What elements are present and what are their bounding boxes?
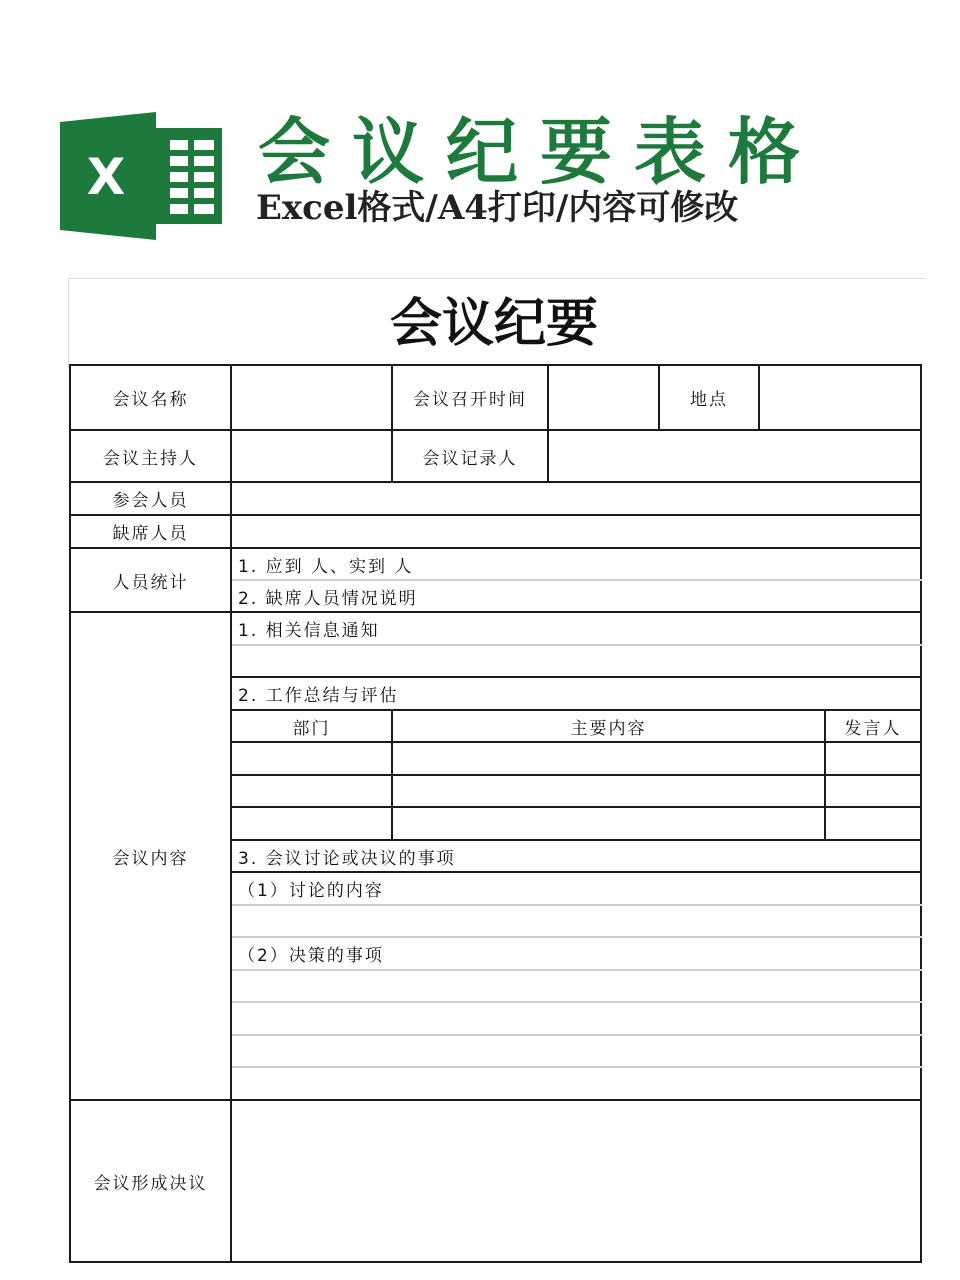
- column-header-speaker: 发言人: [825, 710, 921, 742]
- summary-speaker-cell[interactable]: [825, 742, 921, 775]
- column-header-main-content: 主要内容: [392, 710, 825, 742]
- content-notice-blank[interactable]: [231, 645, 921, 677]
- banner-title: 会议纪要表格: [258, 109, 823, 194]
- decision-blank[interactable]: [231, 1035, 921, 1067]
- attendees-label: 参会人员: [70, 482, 231, 515]
- recorder-label: 会议记录人: [392, 430, 548, 482]
- discussion-blank[interactable]: [231, 905, 921, 937]
- content-label: 会议内容: [70, 612, 231, 1100]
- absentees-cell[interactable]: [231, 515, 921, 548]
- meeting-name-cell[interactable]: [231, 365, 392, 430]
- resolution-cell[interactable]: [231, 1100, 921, 1262]
- host-label: 会议主持人: [70, 430, 231, 482]
- sheet-top-gridline: [68, 278, 926, 279]
- meeting-minutes-form: [69, 364, 922, 1263]
- attendees-cell[interactable]: [231, 482, 921, 515]
- column-header-department: 部门: [231, 710, 392, 742]
- absentees-label: 缺席人员: [70, 515, 231, 548]
- summary-department-cell[interactable]: [231, 742, 392, 775]
- document-title: 会议纪要: [389, 294, 598, 354]
- excel-logo-icon: [60, 112, 226, 240]
- location-label: 地点: [659, 365, 759, 430]
- decision-blank[interactable]: [231, 970, 921, 1002]
- meeting-time-label: 会议召开时间: [392, 365, 548, 430]
- svg-text:X: X: [86, 148, 126, 206]
- summary-content-cell[interactable]: [392, 807, 825, 840]
- content-item-notice[interactable]: 1. 相关信息通知: [231, 612, 921, 645]
- decision-blank[interactable]: [231, 1002, 921, 1035]
- location-cell[interactable]: [759, 365, 921, 430]
- summary-content-cell[interactable]: [392, 742, 825, 775]
- recorder-cell[interactable]: [548, 430, 921, 482]
- decision-blank[interactable]: [231, 1067, 921, 1100]
- banner: [0, 0, 960, 270]
- summary-speaker-cell[interactable]: [825, 807, 921, 840]
- discussion-label[interactable]: （1）讨论的内容: [231, 872, 921, 905]
- content-item-summary[interactable]: 2. 工作总结与评估: [231, 677, 921, 710]
- summary-department-cell[interactable]: [231, 775, 392, 807]
- summary-speaker-cell[interactable]: [825, 775, 921, 807]
- meeting-time-cell[interactable]: [548, 365, 659, 430]
- host-cell[interactable]: [231, 430, 392, 482]
- summary-content-cell[interactable]: [392, 775, 825, 807]
- decision-label[interactable]: （2）决策的事项: [231, 937, 921, 970]
- stats-line-absence[interactable]: 2. 缺席人员情况说明: [231, 580, 921, 612]
- stats-label: 人员统计: [70, 548, 231, 612]
- content-item-discussion[interactable]: 3. 会议讨论或决议的事项: [231, 840, 921, 872]
- meeting-name-label: 会议名称: [70, 365, 231, 430]
- stats-line-attendance[interactable]: 1. 应到 人、实到 人: [231, 548, 921, 580]
- resolution-label: 会议形成决议: [70, 1100, 231, 1262]
- summary-department-cell[interactable]: [231, 807, 392, 840]
- banner-subtitle: Excel格式/A4打印/内容可修改: [256, 188, 739, 228]
